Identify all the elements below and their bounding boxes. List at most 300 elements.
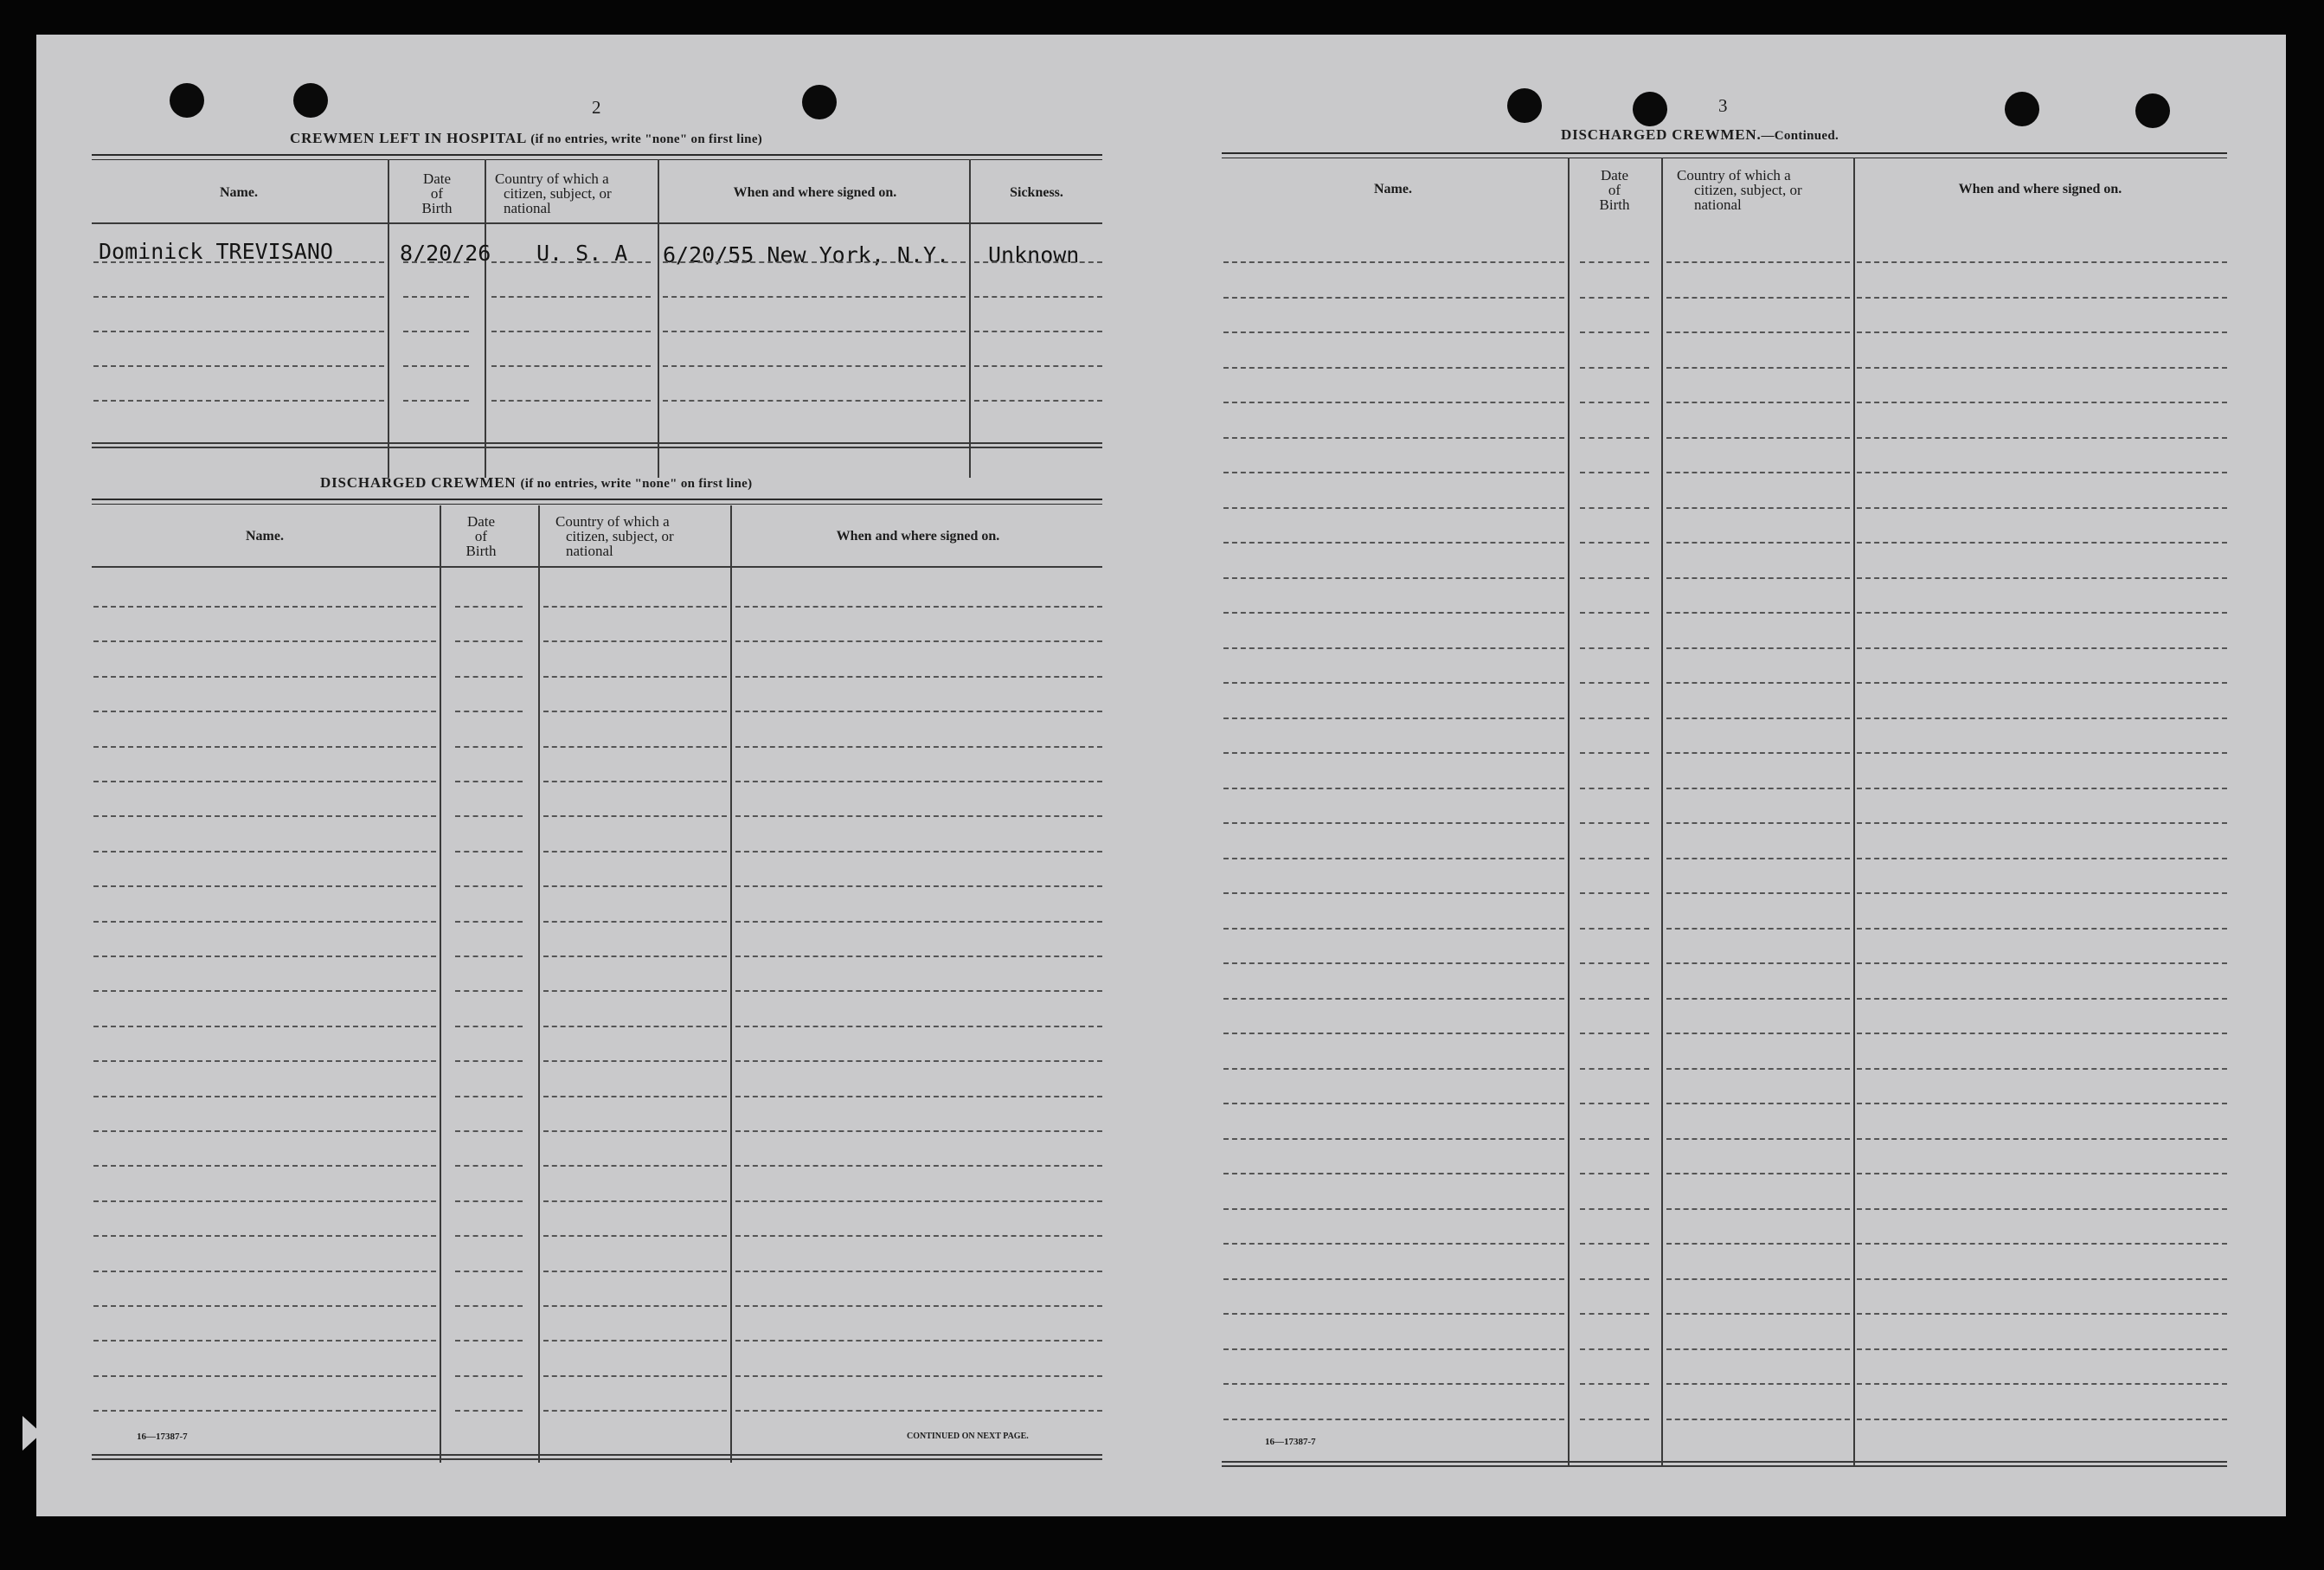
ruled-line (93, 990, 436, 992)
discharged-header-country (540, 514, 729, 558)
ruled-line (93, 746, 436, 748)
header-line: national (566, 543, 613, 559)
ruled-line (93, 400, 384, 402)
ruled-line (93, 606, 436, 608)
ruled-line (1580, 858, 1649, 859)
ruled-line (1580, 297, 1649, 299)
ruled-line (735, 1130, 1102, 1132)
ruled-line (543, 1165, 727, 1167)
ruled-line (93, 1375, 436, 1377)
ruled-line (1857, 647, 2227, 649)
ruled-line (403, 296, 469, 298)
ruled-line (93, 1340, 436, 1342)
ruled-line (455, 885, 523, 887)
ruled-line (1580, 1419, 1649, 1420)
ruled-line (93, 921, 436, 923)
header-line: Date (1600, 167, 1629, 183)
discharged-header-dob (441, 514, 521, 558)
ruled-line (543, 1130, 727, 1132)
ruled-line (93, 711, 436, 712)
ruled-line (735, 781, 1102, 782)
ruled-line (1857, 367, 2227, 369)
header-line: citizen, subject, or (566, 528, 674, 544)
header-line: of (430, 185, 444, 202)
continued-header-when-where: When and where signed on. (1958, 182, 2122, 196)
ruled-line (735, 851, 1102, 853)
ruled-line (403, 400, 469, 402)
ruled-line (491, 365, 651, 367)
ruled-line (1857, 1419, 2227, 1420)
ruled-line (1223, 1173, 1564, 1174)
header-line: Birth (1599, 196, 1630, 213)
ruled-line (735, 1165, 1102, 1167)
ruled-line (1857, 752, 2227, 754)
ruled-line (974, 331, 1102, 332)
ruled-line (974, 261, 1102, 263)
ruled-line (1223, 261, 1564, 263)
ruled-line (974, 365, 1102, 367)
ruled-line (93, 1060, 436, 1062)
ruled-line (1223, 892, 1564, 894)
ruled-line (543, 1305, 727, 1307)
ruled-line (735, 1271, 1102, 1272)
ruled-line (543, 1271, 727, 1272)
continued-top-rule (1222, 152, 2227, 158)
ruled-line (1223, 367, 1564, 369)
ruled-line (1666, 1419, 1850, 1420)
ruled-line (1580, 1033, 1649, 1034)
ruled-line (1666, 998, 1850, 1000)
ruled-line (1666, 682, 1850, 684)
ruled-line (1580, 682, 1649, 684)
header-line: Country of which a (1677, 167, 1791, 183)
ruled-line (93, 331, 384, 332)
header-line: of (474, 528, 488, 544)
ruled-line (1223, 1383, 1564, 1385)
column-divider (538, 505, 540, 1463)
ruled-line (93, 365, 384, 367)
ruled-line (1857, 928, 2227, 930)
ruled-line (1666, 1278, 1850, 1280)
ruled-line (1666, 542, 1850, 544)
hospital-bottom-rule (92, 442, 1102, 444)
ruled-line (1580, 612, 1649, 614)
ruled-line (455, 606, 523, 608)
ruled-line (1223, 998, 1564, 1000)
ruled-line (1857, 297, 2227, 299)
continued-header-name: Name. (1374, 182, 1412, 196)
ruled-line (1223, 1278, 1564, 1280)
ruled-line (93, 261, 384, 263)
discharged-section-title (320, 474, 752, 492)
ruled-line (403, 261, 469, 263)
ruled-line (455, 781, 523, 782)
ruled-line (1223, 297, 1564, 299)
ruled-line (543, 606, 727, 608)
ruled-line (735, 1340, 1102, 1342)
ruled-line (735, 990, 1102, 992)
ruled-line (663, 331, 966, 332)
ruled-line (1666, 402, 1850, 403)
ruled-line (735, 1060, 1102, 1062)
ruled-line (1580, 892, 1649, 894)
ruled-line (93, 781, 436, 782)
ruled-line (543, 885, 727, 887)
column-divider (440, 505, 441, 1463)
ruled-line (1857, 1278, 2227, 1280)
header-line: Birth (421, 200, 453, 216)
ruled-line (1857, 261, 2227, 263)
punch-hole (802, 85, 837, 119)
ruled-line (543, 990, 727, 992)
column-divider (969, 159, 971, 478)
ruled-line (543, 711, 727, 712)
hospital-row-sickness: Unknown (988, 242, 1080, 267)
ruled-line (543, 1410, 727, 1412)
ruled-line (1223, 1103, 1564, 1104)
ruled-line (1666, 331, 1850, 333)
ruled-line (1666, 472, 1850, 473)
ruled-line (1666, 577, 1850, 579)
header-line: Country of which a (555, 513, 670, 530)
ruled-line (1580, 331, 1649, 333)
ruled-line (1666, 612, 1850, 614)
ruled-line (1580, 402, 1649, 403)
continued-section-title (1561, 126, 1839, 144)
ruled-line (1223, 682, 1564, 684)
ruled-line (1666, 858, 1850, 859)
discharged-header-name: Name. (246, 529, 284, 544)
ruled-line (1580, 1278, 1649, 1280)
ruled-line (1857, 788, 2227, 789)
hospital-instruction: (if no entries, write "none" on first line) (530, 132, 763, 146)
ruled-line (455, 746, 523, 748)
ruled-line (1857, 507, 2227, 509)
ruled-line (663, 296, 966, 298)
header-line: Date (422, 171, 452, 187)
ruled-line (1223, 507, 1564, 509)
ruled-line (543, 1375, 727, 1377)
ruled-line (491, 261, 651, 263)
ruled-line (1223, 717, 1564, 719)
ruled-line (455, 851, 523, 853)
ruled-line (735, 746, 1102, 748)
ruled-line (1666, 962, 1850, 964)
ruled-line (1580, 1138, 1649, 1140)
ruled-line (663, 365, 966, 367)
ruled-line (1857, 1068, 2227, 1070)
ruled-line (1580, 437, 1649, 439)
punch-hole (2135, 93, 2170, 128)
discharged-bottom-rule (92, 1458, 1102, 1460)
ruled-line (974, 400, 1102, 402)
ruled-line (1580, 472, 1649, 473)
hospital-row-name: Dominick TREVISANO (99, 239, 333, 264)
ruled-line (735, 711, 1102, 712)
ruled-line (1857, 1313, 2227, 1315)
continued-header-country (1661, 168, 1859, 212)
ruled-line (455, 676, 523, 678)
ruled-line (1223, 788, 1564, 789)
ruled-line (1666, 1313, 1850, 1315)
ruled-line (1580, 822, 1649, 824)
ruled-line (1857, 962, 2227, 964)
ruled-line (1580, 1103, 1649, 1104)
ruled-line (1223, 437, 1564, 439)
ruled-line (735, 676, 1102, 678)
header-line: Birth (465, 543, 497, 559)
ruled-line (1666, 1138, 1850, 1140)
ruled-line (1580, 1348, 1649, 1350)
ruled-line (543, 781, 727, 782)
ruled-line (1223, 1033, 1564, 1034)
continued-title-text: DISCHARGED CREWMEN. (1561, 126, 1762, 143)
ruled-line (1223, 542, 1564, 544)
ruled-line (93, 296, 384, 298)
hospital-row-signed-on: 6/20/55 New York, N.Y. (663, 242, 950, 267)
column-divider (1568, 158, 1570, 1466)
ruled-line (1666, 1068, 1850, 1070)
ruled-line (543, 746, 727, 748)
hospital-header-when-where: When and where signed on. (733, 185, 897, 200)
ruled-line (93, 1096, 436, 1097)
ruled-line (735, 815, 1102, 817)
ruled-line (455, 1235, 523, 1237)
hospital-top-rule (92, 154, 1102, 160)
hospital-row-country: U. S. A (536, 241, 628, 266)
ruled-line (93, 1200, 436, 1202)
ruled-line (1223, 647, 1564, 649)
punch-hole (2005, 92, 2039, 126)
ruled-line (1223, 1138, 1564, 1140)
ruled-line (93, 676, 436, 678)
column-divider (730, 505, 732, 1463)
ruled-line (543, 956, 727, 957)
ruled-line (1666, 367, 1850, 369)
ruled-line (455, 1026, 523, 1027)
hospital-header-sickness: Sickness. (1010, 185, 1063, 200)
punch-hole (1507, 88, 1542, 123)
ruled-line (1666, 1173, 1850, 1174)
ruled-line (1580, 998, 1649, 1000)
continued-note: CONTINUED ON NEXT PAGE. (907, 1432, 1029, 1441)
header-line: national (1694, 196, 1742, 213)
discharged-title-text: DISCHARGED CREWMEN (320, 474, 517, 491)
ruled-line (1580, 1173, 1649, 1174)
ruled-line (1857, 858, 2227, 859)
hospital-header-country (486, 171, 668, 216)
ruled-line (543, 1096, 727, 1097)
form-number-right: 16—17387-7 (1265, 1437, 1316, 1447)
ruled-line (1857, 998, 2227, 1000)
ruled-line (735, 885, 1102, 887)
ruled-line (491, 331, 651, 332)
ruled-line (1666, 1033, 1850, 1034)
ruled-line (1223, 1243, 1564, 1245)
header-line: national (504, 200, 551, 216)
ruled-line (93, 1026, 436, 1027)
ruled-line (735, 1200, 1102, 1202)
column-divider (658, 159, 659, 478)
ruled-line (1223, 962, 1564, 964)
ruled-line (1857, 822, 2227, 824)
ruled-line (455, 1200, 523, 1202)
ruled-line (491, 400, 651, 402)
page-number-right: 3 (1718, 95, 1728, 116)
ruled-line (1580, 1383, 1649, 1385)
ruled-line (1666, 1243, 1850, 1245)
ruled-line (1223, 1419, 1564, 1420)
ruled-line (1666, 261, 1850, 263)
ruled-line (543, 640, 727, 642)
ruled-line (1223, 1313, 1564, 1315)
ruled-line (455, 1130, 523, 1132)
ruled-line (735, 1410, 1102, 1412)
form-number-left: 16—17387-7 (137, 1432, 188, 1442)
column-divider (388, 159, 389, 478)
ruled-line (735, 1026, 1102, 1027)
ruled-line (1857, 1173, 2227, 1174)
ruled-line (455, 990, 523, 992)
ruled-line (93, 1410, 436, 1412)
ruled-line (1666, 1103, 1850, 1104)
ruled-line (1223, 858, 1564, 859)
continued-header-dob (1570, 168, 1660, 212)
ruled-line (1857, 577, 2227, 579)
ruled-line (543, 921, 727, 923)
header-line: citizen, subject, or (504, 185, 612, 202)
ruled-line (543, 851, 727, 853)
ruled-line (543, 1235, 727, 1237)
ruled-line (93, 956, 436, 957)
discharged-header-rule (92, 566, 1102, 568)
ruled-line (93, 1130, 436, 1132)
ruled-line (1857, 717, 2227, 719)
ruled-line (735, 921, 1102, 923)
ruled-line (543, 1026, 727, 1027)
ruled-line (1857, 1103, 2227, 1104)
ruled-line (1857, 542, 2227, 544)
ruled-line (1857, 1243, 2227, 1245)
ruled-line (455, 1340, 523, 1342)
ruled-line (1580, 577, 1649, 579)
ruled-line (1223, 472, 1564, 473)
ruled-line (455, 1060, 523, 1062)
header-line: citizen, subject, or (1694, 182, 1802, 198)
ruled-line (93, 851, 436, 853)
ruled-line (1223, 1068, 1564, 1070)
hospital-section-title (290, 130, 762, 147)
ruled-line (1857, 612, 2227, 614)
ruled-line (1666, 1348, 1850, 1350)
ruled-line (1223, 577, 1564, 579)
ruled-line (543, 676, 727, 678)
discharged-instruction: (if no entries, write "none" on first line) (520, 477, 753, 491)
ruled-line (93, 885, 436, 887)
ruled-line (1666, 297, 1850, 299)
ruled-line (455, 1410, 523, 1412)
ruled-line (455, 815, 523, 817)
ruled-line (1580, 752, 1649, 754)
ruled-line (1223, 752, 1564, 754)
ruled-line (1857, 437, 2227, 439)
punch-hole (293, 83, 328, 118)
page-edge-notch (22, 1416, 42, 1451)
ruled-line (543, 1200, 727, 1202)
hospital-title-text: CREWMEN LEFT IN HOSPITAL (290, 130, 527, 146)
ruled-line (1580, 962, 1649, 964)
ruled-line (663, 261, 966, 263)
ruled-line (1580, 788, 1649, 789)
document-sheet (36, 35, 2286, 1516)
ruled-line (1666, 1383, 1850, 1385)
ruled-line (455, 1271, 523, 1272)
column-divider (1661, 158, 1663, 1466)
ruled-line (1580, 1068, 1649, 1070)
ruled-line (1223, 1348, 1564, 1350)
ruled-line (455, 1096, 523, 1097)
ruled-line (455, 1375, 523, 1377)
ruled-line (543, 1340, 727, 1342)
ruled-line (974, 296, 1102, 298)
ruled-line (1857, 682, 2227, 684)
ruled-line (1223, 1208, 1564, 1210)
continued-bottom-rule (1222, 1465, 2227, 1467)
ruled-line (1223, 331, 1564, 333)
ruled-line (403, 365, 469, 367)
ruled-line (455, 640, 523, 642)
ruled-line (735, 1375, 1102, 1377)
ruled-line (403, 331, 469, 332)
ruled-line (1580, 1208, 1649, 1210)
hospital-row-dob: 8/20/26 (400, 241, 491, 266)
continued-bottom-rule (1222, 1461, 2227, 1463)
header-line: of (1608, 182, 1621, 198)
ruled-line (455, 921, 523, 923)
ruled-line (1223, 928, 1564, 930)
ruled-line (735, 1096, 1102, 1097)
hospital-bottom-rule (92, 447, 1102, 448)
ruled-line (93, 1235, 436, 1237)
ruled-line (1857, 1348, 2227, 1350)
ruled-line (1580, 928, 1649, 930)
ruled-line (735, 956, 1102, 957)
ruled-line (735, 606, 1102, 608)
column-divider (485, 159, 486, 478)
ruled-line (1666, 717, 1850, 719)
ruled-line (1580, 542, 1649, 544)
ruled-line (93, 640, 436, 642)
ruled-line (1580, 717, 1649, 719)
ruled-line (1857, 1138, 2227, 1140)
column-divider (1853, 158, 1855, 1466)
ruled-line (1580, 507, 1649, 509)
continued-title-suffix: —Continued. (1761, 129, 1839, 143)
ruled-line (1580, 1243, 1649, 1245)
discharged-header-when-where: When and where signed on. (836, 529, 1000, 544)
ruled-line (1223, 612, 1564, 614)
ruled-line (1223, 402, 1564, 403)
ruled-line (735, 1305, 1102, 1307)
ruled-line (1857, 1033, 2227, 1034)
header-line: Country of which a (495, 171, 609, 187)
ruled-line (491, 296, 651, 298)
punch-hole (170, 83, 204, 118)
ruled-line (1666, 647, 1850, 649)
ruled-line (93, 815, 436, 817)
ruled-line (543, 1060, 727, 1062)
ruled-line (1666, 507, 1850, 509)
